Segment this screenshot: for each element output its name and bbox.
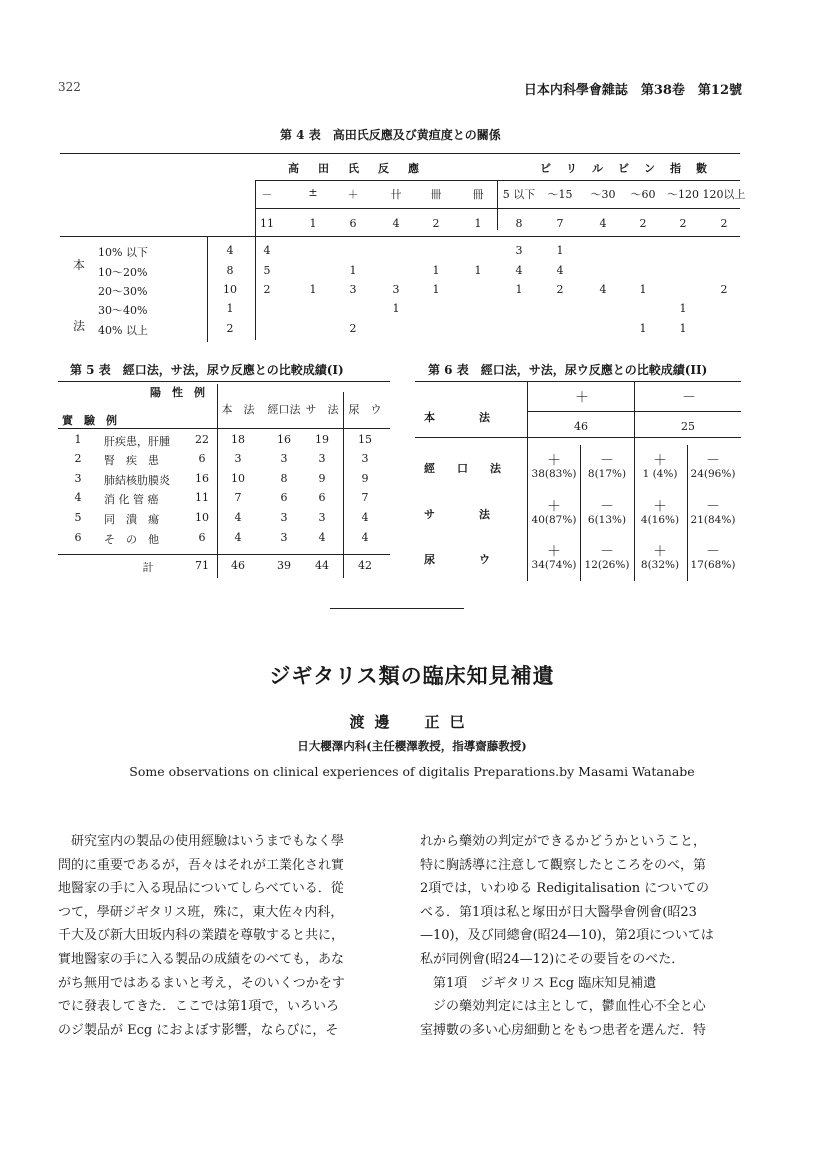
table-5-row-no: 4 [74,491,82,504]
table-4-col-head: ～60 [630,188,656,201]
table-5-cell: 3 [318,452,326,465]
table-6-sign: ＋ [653,544,667,560]
table-6-sign: － [706,544,720,560]
table-6-value: 34(74%) [531,559,577,571]
table-4-col-total: 2 [720,217,728,230]
table-6-value: 8(17%) [587,468,627,480]
table-4-col-total: 6 [349,217,357,230]
table-4-cell: 1 [679,302,687,315]
table-4-col-head: ～30 [590,188,616,201]
table-5-cell: 4 [361,531,369,544]
body-line: 實地醫家の手に入る製品の成績をのべても，あな [58,951,345,967]
table-4-col-head: － [261,188,273,201]
section-separator [330,608,464,609]
table-5-head-positive: 陽 性 例 [150,386,205,399]
table-4-col-total: 4 [392,217,400,230]
table-4-row-group-bottom: 法 [73,319,86,333]
table-5-cell: 15 [358,433,372,446]
table-5-row-n: 22 [195,433,209,446]
table-5-total-cell: 39 [277,559,291,572]
table-5-row-n: 10 [195,511,209,524]
table-5-row-n: 6 [198,452,206,465]
body-line: 私が同例會(昭24—12)にその要旨をのべた． [420,951,685,967]
table-4-cell: 1 [392,302,400,315]
table-4-col-head: 冊 [472,188,484,201]
table-4-row-label: 10～20% [98,266,148,279]
table-5-row-no: 3 [74,472,82,485]
table-4-cell: 4 [515,264,523,277]
table-5-col-head: 本 法 [221,403,255,416]
table-4-col-head: 5 以下 [502,188,536,201]
table-6-head-plus: ＋ [575,390,589,406]
table-5-row-name: 消 化 管 癌 [104,493,159,506]
table-5-total-n: 71 [195,559,209,572]
table-5-cell: 3 [280,511,288,524]
table-4-col-total: 7 [556,217,564,230]
table-4-col-head: 卌 [430,188,442,201]
table-6-sign: － [600,499,614,515]
table-5-row-no: 6 [74,531,82,544]
table-4-row-label: 40% 以上 [98,324,148,337]
table-5-total-cell: 46 [231,559,245,572]
table-5-col-head: 經口法 [267,403,301,416]
table-5-cell: 3 [361,452,369,465]
table-4-col-total: 8 [515,217,523,230]
table-5-row-no: 1 [74,433,82,446]
table-4-row-label: 20～30% [98,285,148,298]
table-4-col-head: ～120 [667,188,699,201]
table-5-caption: 第 5 表 經口法，サ法，尿ウ反應との比較成績(I) [70,363,344,377]
table-4-col-total: 11 [260,217,274,230]
body-line: 問的に重要であるが，吾々はそれが工業化され實 [58,857,345,873]
table-5-cell: 8 [280,472,288,485]
table-5-cell: 3 [280,452,288,465]
table-6-sign: － [600,544,614,560]
table-6-mid-divider [634,381,635,581]
table-6-sign: － [706,453,720,469]
table-5-cell: 7 [361,491,369,504]
table-4-cell: 3 [392,283,400,296]
table-5-cell: 4 [318,531,326,544]
body-line: 2項では，いわゆる Redigitalisation についての [420,881,710,897]
table-5-col-head: 尿 ウ [348,403,382,416]
table-4-top-rule [60,153,740,154]
table-4-row-n: 10 [223,283,237,296]
body-line: べる．第1項は私と塚田が日大醫學會例會(昭23 [420,904,697,920]
table-4-col-total: 2 [639,217,647,230]
table-6-value: 1 (4%) [642,468,678,480]
body-line: でに發表してきた．ここでは第1項で，いろいろ [58,999,340,1015]
table-5-row-name: 肝疾患，肝腫 [104,435,170,448]
table-5-total-cell: 44 [315,559,329,572]
table-6-sign: ＋ [547,453,561,469]
table-6-value: 24(96%) [690,468,736,480]
table-6-row-label: 經 口 法 [424,462,501,475]
table-5-row-n: 6 [198,531,206,544]
table-6-sign: ＋ [547,499,561,515]
table-6-value: 38(83%) [531,468,577,480]
body-right-column [420,830,714,1042]
body-line: 室搏數の多い心房細動とをもつ患者を選んだ．特 [420,1022,707,1038]
table-4-row-n: 1 [226,302,234,315]
table-5-row-n: 16 [195,472,209,485]
table-5-cell: 16 [277,433,291,446]
table-4-cell: 3 [349,283,357,296]
table-4-col-head: ± [308,186,318,199]
table-5-head-rule [58,428,390,429]
article-author: 渡邊 正巳 [349,713,475,731]
table-4-caption: 第 4 表 高田氏反應及び黄疸度との關係 [280,128,501,142]
table-5-cell: 4 [234,531,242,544]
article-affiliation: 日大櫻澤内科(主任櫻澤教授，指導齋藤教授) [297,739,527,753]
table-4-body-rule [60,236,740,237]
body-left-column [58,830,345,1042]
section-heading: 第1項 ジギタリス Ecg 臨床知見補遺 [420,975,657,991]
table-6-caption: 第 6 表 經口法，サ法，尿ウ反應との比較成績(II) [428,363,708,377]
table-4-cell: 4 [556,264,564,277]
table-6-label-divider [527,381,528,581]
table-4-row-label: 10% 以下 [98,246,148,259]
table-5-cell: 3 [280,531,288,544]
table-6-head-label: 本 法 [424,411,490,424]
body-line: 研究室内の製品の使用經驗はいうまでもなく學 [58,834,345,849]
table-6-sign: － [600,453,614,469]
article-english-title: Some observations on clinical experiences of digitalis Preparations.by Masami Watanabe [129,764,695,779]
table-5-row-no: 5 [74,511,82,524]
table-4-col-total: 2 [432,217,440,230]
table-6-head-rule [415,437,741,438]
table-4-col-total: 2 [679,217,687,230]
table-4-cell: 1 [432,264,440,277]
body-line: 千大及び新大田坂内科の業蹟を尊敬すると共に， [58,928,345,944]
journal-header: 日本内科學會雜誌 第38卷 第12號 [523,83,742,98]
table-4-cell: 4 [599,283,607,296]
table-4-cell: 1 [432,283,440,296]
table-4-col-head: 卄 [390,188,402,201]
table-6-value: 21(84%) [690,514,736,526]
table-4-col-total: 1 [309,217,317,230]
table-4-cell: 5 [263,264,271,277]
table-6-row-label: サ 法 [424,508,490,521]
table-5-top-rule [58,381,390,382]
body-line: のジ製品が Ecg におよぼす影響，ならびに，そ [58,1022,339,1038]
table-6-sign: ＋ [547,544,561,560]
table-4-cell: 1 [639,322,647,335]
table-4-cell: 1 [639,283,647,296]
body-line: がち無用ではあるまいと考え，そのいくつかをす [58,975,345,991]
table-4-label-divider [207,236,208,342]
table-6-sign: ＋ [653,499,667,515]
table-5-cell: 18 [231,433,245,446]
table-4-col-total: 1 [474,217,482,230]
body-line: つて，學研ジギタリス班，殊に，東大佐々内科， [58,904,344,920]
table-4-cell: 1 [474,264,482,277]
body-line: 特に胸誘導に注意して觀察したところをのべ，第 [420,857,707,873]
table-4-row-n: 8 [226,264,234,277]
table-4-n-divider [255,180,256,340]
table-4-col-total: 4 [599,217,607,230]
table-4-group-takata: 高 田 氏 反 應 [288,162,423,175]
table-4-cell: 2 [349,322,357,335]
table-4-head-rule [255,208,740,209]
table-4-row-n: 4 [226,244,234,257]
table-5-row-n: 11 [195,491,209,504]
table-5-cell: 3 [318,511,326,524]
table-5-cell: 7 [234,491,242,504]
table-5-cell: 19 [315,433,329,446]
table-4-cell: 2 [556,283,564,296]
table-6-value: 17(68%) [690,559,736,571]
table-4-group-bilirubin: ビ リ ル ビ ン 指 數 [540,162,709,175]
table-4-row-label: 30～40% [98,304,148,317]
table-6-head-count-plus: 46 [574,420,588,433]
table-4-col-head: 120以上 [702,188,746,201]
table-4-cell: 4 [263,244,271,257]
table-5-cell: 3 [234,452,242,465]
table-6-row-label: 尿 ウ [424,553,490,566]
table-5-total-cell: 42 [358,559,372,572]
table-4-cell: 1 [309,283,317,296]
body-line: れから藥効の判定ができるかどうかということ， [420,834,707,849]
table-6-top-rule [415,381,741,382]
table-4-row-n: 2 [226,322,234,335]
table-4-cell: 2 [720,283,728,296]
page-number: 322 [58,80,81,94]
table-4-col-head: ＋ [347,188,359,201]
table-5-head-cases: 實 驗 例 [62,414,117,427]
table-5-cell: 6 [280,491,288,504]
table-5-total-label: 計 [142,561,154,574]
table-6-value: 8(32%) [640,559,680,571]
table-5-cell: 4 [361,511,369,524]
table-6-sign: ＋ [653,453,667,469]
table-4-col-head: ～15 [547,188,573,201]
table-5-total-rule [58,554,390,555]
table-6-sign: － [706,499,720,515]
table-5-cell: 6 [318,491,326,504]
table-5-row-name: そ の 他 [104,533,159,546]
table-5-cell: 9 [318,472,326,485]
table-6-value: 40(87%) [531,514,577,526]
table-5-cell: 10 [231,472,245,485]
table-5-row-no: 2 [74,452,82,465]
table-5-cell: 4 [234,511,242,524]
table-6-value: 6(13%) [587,514,627,526]
table-4-cell: 2 [263,283,271,296]
table-5-row-name: 同 潰 瘍 [104,513,159,526]
body-line: ジの藥効判定には主として，鬱血性心不全と心 [420,999,706,1015]
table-5-row-name: 腎 疾 患 [104,454,159,467]
table-5-col-divider [343,392,344,578]
body-line: 地醫家の手に入る現品についてしらべている．從 [58,881,344,897]
article-title: ジギタリス類の臨床知見補遺 [269,663,555,688]
table-4-cell: 1 [679,322,687,335]
table-6-head-count-minus: 25 [681,420,695,433]
table-5-col-head: サ 法 [305,403,339,416]
table-5-cell: 9 [361,472,369,485]
table-4-row-group-top: 本 [73,258,86,272]
table-4-cell: 3 [515,244,523,257]
table-6-head-minus: － [682,390,696,406]
table-6-value: 12(26%) [584,559,630,571]
table-5-row-name: 肺結核肋膜炎 [104,474,170,487]
table-4-cell: 1 [556,244,564,257]
table-6-value: 4(16%) [640,514,680,526]
table-4-cell: 1 [349,264,357,277]
body-line: —10)，及び同總會(昭24—10)，第2項については [420,928,714,944]
table-4-cell: 1 [515,283,523,296]
